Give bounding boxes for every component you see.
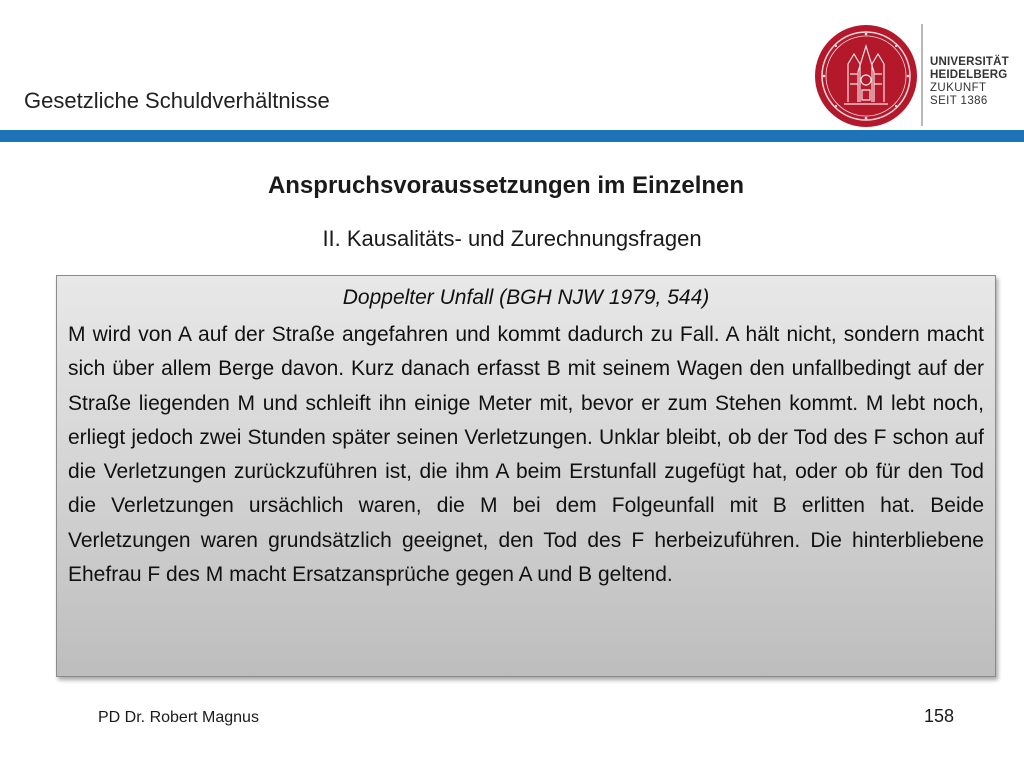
header-rule <box>0 130 1024 142</box>
university-seal-logo <box>814 24 918 128</box>
logo-line-zukunft: ZUKUNFT <box>930 82 987 94</box>
logo-line-university: UNIVERSITÄT <box>930 56 1009 68</box>
university-wordmark <box>930 56 1009 108</box>
case-heading: Doppelter Unfall (BGH NJW 1979, 544) <box>342 286 710 309</box>
slide-title: Anspruchsvoraussetzungen im Einzelnen <box>267 172 745 199</box>
slide-subtitle: II. Kausalitäts- und Zurechnungsfragen <box>322 226 702 251</box>
footer-author: PD Dr. Robert Magnus <box>98 709 259 726</box>
logo-line-seit: SEIT 1386 <box>930 95 988 107</box>
case-text: M wird von A auf der Straße angefahren und kommt dadurch zu Fall. A hält nicht, sondern macht sich über allem Berge davon. Kurz danach erfasst B mit seinem Wagen den unfallbedingt auf der Straße liegenden M und schleift ihn einige Meter mit, bevor er zum Stehen kommt. M lebt noch, erliegt jedoch zwei Stunden später seinen Verletzungen. Unklar bleibt, ob der Tod des F schon auf die Verletzungen zurückzuführen ist, die ihm A beim Erstunfall zugefügt hat, oder ob für den Tod die Verletzungen ursächlich waren, die M bei dem Folgeunfall mit B erlitten hat. Beide Verletzungen waren grundsätzlich geeignet, den Tod des F herbeizuführen. Die hinterbliebene Ehefrau F des M macht Ersatzansprüche gegen A und B geltend. <box>68 323 984 587</box>
case-box <box>56 275 996 677</box>
page-number: 158 <box>924 706 955 726</box>
logo-divider <box>921 24 923 126</box>
header-title: Gesetzliche Schuldverhältnisse <box>24 88 330 113</box>
logo-line-heidelberg: HEIDELBERG <box>930 69 1008 81</box>
